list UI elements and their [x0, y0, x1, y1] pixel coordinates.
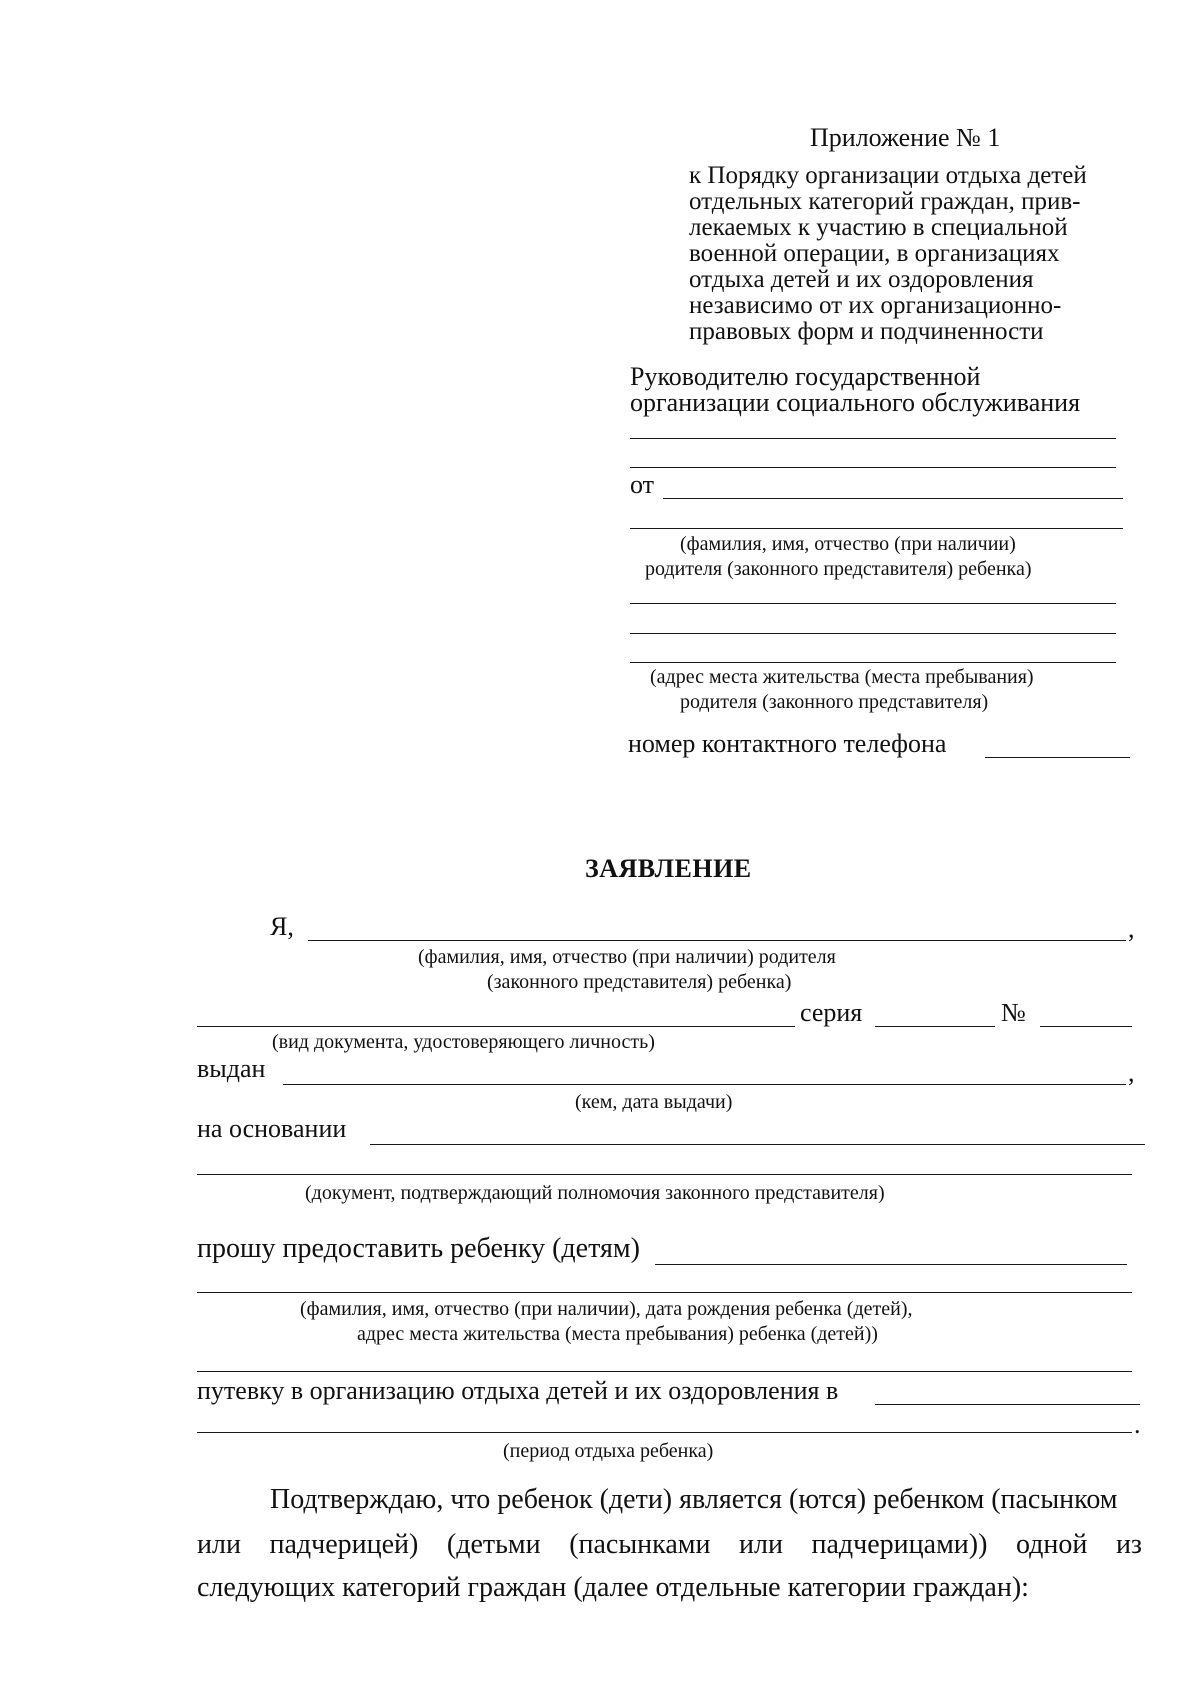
issued-label: выдан — [197, 1054, 266, 1083]
i-label: Я, — [270, 912, 294, 941]
caption-period: (период отдыха ребенка) — [503, 1440, 714, 1462]
from-blank-2[interactable] — [630, 528, 1123, 529]
request-label: прошу предоставить ребенку (детям) — [197, 1233, 640, 1264]
caption-parent-2: (законного представителя) ребенка) — [487, 971, 792, 993]
address-blank-1[interactable] — [630, 603, 1116, 604]
caption-basis: (документ, подтверждающий полномочия законного представителя) — [305, 1182, 885, 1204]
caption-child-2: адрес места жительства (места пребывания) ребенка (детей)) — [357, 1323, 878, 1345]
child-blank-3[interactable] — [197, 1371, 1132, 1372]
addressee-blank-1[interactable] — [630, 438, 1116, 439]
series-label: серия — [800, 998, 863, 1027]
number-label: № — [1001, 998, 1026, 1027]
document-type-blank[interactable] — [197, 1026, 795, 1027]
caption-document: (вид документа, удостоверяющего личность) — [272, 1031, 655, 1053]
basis-blank[interactable] — [370, 1144, 1145, 1145]
period-end: . — [1134, 1410, 1141, 1439]
basis-blank-2[interactable] — [197, 1174, 1132, 1175]
voucher-blank[interactable] — [875, 1404, 1140, 1405]
parent-caption-1: (фамилия, имя, отчество (при наличии) — [680, 533, 1016, 555]
statement-title: ЗАЯВЛЕНИЕ — [585, 854, 752, 883]
address-caption-2: родителя (законного представителя) — [680, 691, 989, 713]
issued-comma: , — [1128, 1058, 1135, 1087]
parent-name-comma: , — [1128, 914, 1135, 943]
voucher-label: путевку в организацию отдыха детей и их оздоровления в — [197, 1376, 839, 1405]
appendix-title: Приложение № 1 — [810, 123, 1001, 152]
child-blank[interactable] — [655, 1264, 1127, 1265]
phone-label: номер контактного телефона — [628, 729, 947, 758]
appendix-line-5: отдыха детей и их оздоровления — [689, 266, 1034, 293]
phone-blank[interactable] — [985, 757, 1130, 758]
child-blank-2[interactable] — [197, 1292, 1132, 1293]
parent-name-blank[interactable] — [308, 940, 1126, 941]
period-blank[interactable] — [197, 1432, 1132, 1433]
address-blank-2[interactable] — [630, 633, 1116, 634]
addressee-blank-2[interactable] — [630, 467, 1116, 468]
confirm-line-1: Подтверждаю, что ребенок (дети) является (ются) ребенком (пасынком — [270, 1484, 1118, 1515]
appendix-line-3: лекаемых к участию в специальной — [689, 214, 1068, 241]
caption-child-1: (фамилия, имя, отчество (при наличии), дата рождения ребенка (детей), — [300, 1298, 913, 1320]
appendix-line-2: отдельных категорий граждан, прив- — [689, 188, 1081, 215]
appendix-line-4: военной операции, в организациях — [689, 240, 1060, 267]
addressee-line-2: организации социального обслуживания — [630, 388, 1081, 417]
series-blank[interactable] — [875, 1026, 995, 1027]
parent-caption-2: родителя (законного представителя) ребенка) — [645, 558, 1032, 580]
from-label: от — [630, 470, 655, 499]
caption-parent-1: (фамилия, имя, отчество (при наличии) родителя — [418, 946, 836, 968]
from-blank[interactable] — [663, 498, 1123, 499]
number-blank[interactable] — [1040, 1026, 1132, 1027]
address-blank-3[interactable] — [630, 662, 1116, 663]
issued-blank[interactable] — [283, 1084, 1126, 1085]
confirm-line-3: следующих категорий граждан (далее отдельные категории граждан): — [197, 1572, 1029, 1603]
appendix-line-1: к Порядку организации отдыха детей — [689, 162, 1087, 189]
addressee-line-1: Руководителю государственной — [630, 362, 981, 391]
appendix-line-7: правовых форм и подчиненности — [689, 318, 1044, 345]
appendix-line-6: независимо от их организационно- — [689, 292, 1062, 319]
address-caption-1: (адрес места жительства (места пребывания) — [650, 666, 1034, 688]
basis-label: на основании — [197, 1114, 347, 1143]
confirm-line-2: или падчерицей) (детьми (пасынками или падчерицами)) одной из — [197, 1529, 1142, 1560]
caption-issued: (кем, дата выдачи) — [575, 1091, 733, 1113]
